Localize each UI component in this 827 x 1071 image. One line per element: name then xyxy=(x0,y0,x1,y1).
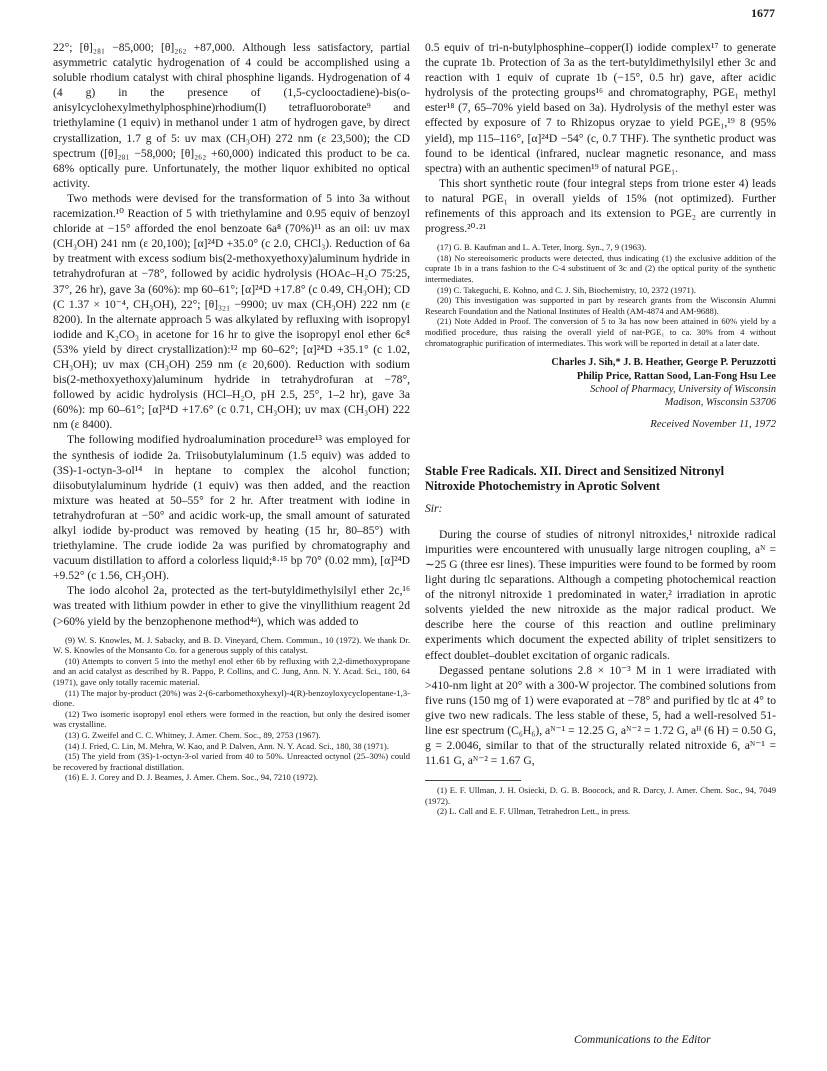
footnote-divider xyxy=(425,780,521,781)
footnote: (1) E. F. Ullman, J. H. Osiecki, D. G. B. Boocock, and R. Darcy, J. Amer. Chem. Soc., 94, 7049 (1972). xyxy=(425,785,776,806)
footnote: (10) Attempts to convert 5 into the methyl enol ether 6b by refluxing with 2,2-dimethoxypropane and an acid catalyst as described by R. Pappo, P. Collins, and C. Jung, Ann. N. Y. Acad. Sci., 180, 64 (1971), gave only totally racemic material. xyxy=(53,655,410,688)
salutation: Sir: xyxy=(425,501,443,515)
body-paragraph: Degassed pentane solutions 2.8 × 10⁻³ M in 1 were irradiated with >410-nm light at 20° with a 300-W projector. The combined solutions from five runs (150 mg of 1) were evaporated at −78° and purified by tlc at 4° to give two new radicals. The less stable of these, 5, had a well-resolved 51-line esr spectrum (C₆H₆), aᴺ⁻¹ = 12.25 G, aᴺ⁻² = 1.72 G, aᴴ (6 H) = 0.50 G, g = 2.0046, similar to that of the structurally related nitroxide 6, aᴺ⁻¹ = 11.61 G, aᴺ⁻² = 1.67 G, xyxy=(425,663,776,768)
footnote: (11) The major by-product (20%) was 2-(6-carbomethoxyhexyl)-4(R)-benzoyloxycyclopentane-1,3-dione. xyxy=(53,687,410,709)
footnote: (12) Two isomeric isopropyl enol ethers were formed in the reaction, but only the desired isomer was crystalline. xyxy=(53,708,410,730)
footnote: (18) No stereoisomeric products were detected, thus indicating (1) the exclusive addition of the cuprate 1b in a trans fashion to the C-4 substituent of 3c and (2) the optical purity of the synthetic intermediates. xyxy=(425,252,776,284)
author-block xyxy=(425,356,776,410)
affiliation-line: School of Pharmacy, University of Wisconsin xyxy=(590,383,776,395)
body-paragraph: During the course of studies of nitronyl nitroxides,¹ nitroxide radical impurities were encountered with unusually large nitrogen coupling, aᴺ = ∼25 G (three esr lines). These impurities were found to be formed by room light during tlc separations. Although a competing photochemical reaction of the nitronyl nitroxide 1 predominated in water,² irradiation in aprotic solvents yielded the new nitroxide as the major radical product. We describe here the course of this reaction and outline preliminary experiments which document the expected ability of triplet sensitizers to effect doublet–doublet excitation of organic radicals. xyxy=(425,527,776,662)
body-paragraph: This short synthetic route (four integral steps from trione ester 4) leads to natural PGE₁ in overall yields of 15% (not optimized). Further refinements of this approach and its extension to PGE₂ are currently in progress.²⁰·²¹ xyxy=(425,176,776,236)
body-paragraph: The iodo alcohol 2a, protected as the tert-butyldimethylsilyl ether 2c,¹⁶ was treated with lithium powder in ether to give the vinyllithium reagent 2d (>60% yield by the benzophenone method⁴ᵃ), which was added to xyxy=(53,584,410,628)
body-paragraph: 0.5 equiv of tri-n-butylphosphine–copper(I) iodide complex¹⁷ to generate the cuprate 1b. Protection of 3a as the tert-butyldimethylsilyl ether 3c and reaction with 1 equiv of cuprate 1b (−15°, 0.5 hr) gave, after acidic hydrolysis of the protecting groups¹⁶ and chromatography, PGE₁ methyl ester¹⁸ (7, 65–70% yield based on 3a). Hydrolysis of the methyl ester was effected by exposure of 7 to Rhizopus oryzae to yield PGE₁,¹⁹ 8 (95% yield), mp 115–116°, [α]²⁴D −54° (c, 0.7 THF). The synthetic product was found to be identical (infrared, nuclear magnetic resonance, and mass spectra) with an authentic specimen¹⁹ of natural PGE₁. xyxy=(425,41,776,175)
footnotes xyxy=(425,242,776,348)
authors-line: Charles J. Sih,* J. B. Heather, George P. Peruzzotti xyxy=(551,357,776,369)
right-column xyxy=(425,40,776,817)
footnote: (13) G. Zweifel and C. C. Whitney, J. Amer. Chem. Soc., 89, 2753 (1967). xyxy=(65,730,321,740)
page-number: 1677 xyxy=(751,6,775,20)
received-date: Received November 11, 1972 xyxy=(650,417,776,430)
footnote: (17) G. B. Kaufman and L. A. Teter, Inorg. Syn., 7, 9 (1963). xyxy=(437,242,647,253)
footnote: (21) Note Added in Proof. The conversion of 5 to 3a has now been attained in 60% yield by a modified procedure, thus raising the overall yield of nat-PGE₁ to ca. 30% from 4 without chromatographic purification of intermediates. This work will be reported in detail at a later date. xyxy=(425,316,776,348)
journal-section-footer: Communications to the Editor xyxy=(574,1034,711,1046)
footnotes xyxy=(53,635,410,783)
footnote: (14) J. Fried, C. Lin, M. Mehra, W. Kao, and P. Dalven, Ann. N. Y. Acad. Sci., 180, 38 (1971). xyxy=(65,740,389,751)
footnote: (9) W. S. Knowles, M. J. Sabacky, and B. D. Vineyard, Chem. Commun., 10 (1972). We thank Dr. W. S. Knowles of the Monsanto Co. for a generous supply of this catalyst. xyxy=(53,634,410,656)
footnote: (19) C. Takeguchi, E. Kohno, and C. J. Sih, Biochemistry, 10, 2372 (1971). xyxy=(437,284,696,295)
body-paragraph: Two methods were devised for the transformation of 5 into 3a without racemization.¹⁰ Reaction of 5 with triethylamine and 0.95 equiv of benzoyl chloride at −15° afforded the enol benzoate 6a⁸ (70%)¹¹ as an oil: uv max (CH₃OH) 241 nm (ε 20,100); [α]²⁴D +35.0° (c 2.0, CHCl₃). Reduction of 6a by treatment with excess sodium bis(2-methoxyethoxy)aluminum hydride in tetrahydrofuran at −78°, followed by acidic hydrolysis (HOAc–H₂O 75:25, 37°, 26 hr), gave 3a (60%): mp 60–61°; [α]²⁴D +17.8° (c 0.49, CH₃OH); CD (C 1.37 × 10⁻⁴, CH₃OH), 22°; [θ]₃₂₁ −9900; uv max (CH₃OH) 222 nm (ε 8200). In the alternate approach 5 was alkylated by refluxing with isopropyl iodide and K₂CO₃ in acetone for 16 hr to give the isopropyl enol ether 6c⁸ (53% yield by direct crystallization):¹² mp 60–62°; [α]²⁴D +35.1° (c 1.02, CH₃OH); uv max (CH₃OH) 259 nm (ε 20,600). Reduction with sodium bis(2-methoxyethoxy)aluminum hydride in tetrahydrofuran at −78°, followed by acidic hydrolysis (HCl–H₂O, pH 2.5, 25°, 1–2 hr), gave 3a (60%): mp 60–61°; [α]²⁴D +17.6° (c 0.71, CH₃OH); uv max (CH₃OH) 222 nm (ε 8400). xyxy=(53,191,410,432)
affiliation-line: Madison, Wisconsin 53706 xyxy=(664,397,776,409)
body-paragraph: The following modified hydroalumination procedure¹³ was employed for the synthesis of iodide 2a. Triisobutylaluminum (1.5 equiv) was added to (3S)-1-octyn-3-ol¹⁴ in heptane to complex the alcohol function; diisobutylaluminum hydride (1 equiv) was then added, and the reaction mixture was heated at 50–55° for 2 hr. After treatment with iodine in tetrahydrofuran at −50° and acidic work-up, the small amount of saturated alkyl iodide by-product was removed by heating (15 hr, 80–85°) with triethylamine. The crude iodide 2a was purified by chromatography and vacuum distillation to afford a colorless liquid;⁸·¹⁵ bp 70° (0.02 mm), [α]²⁴D +9.52° (c 1.56, CH₃OH). xyxy=(53,433,410,583)
body-paragraph: 22°; [θ]₂₈₁ −85,000; [θ]₂₆₂ +87,000. Although less satisfactory, partial asymmetric catalytic hydrogenation of 4 could be accomplished using a soluble rhodium catalyst with chiral phosphine ligands. Hydrogenation of 4 (4 g) in the presence of (1,5-cyclooctadiene)-bis(o-anisylcyclohexylmethylphosphine)rhodium(I) tetrafluoroborate⁹ and triethylamine (1 equiv) in methanol under 1 atm of hydrogen gave, by direct crystallization, 1.7 g of 5: uv max (CH₃OH) 272 nm (ε 23,500); the CD spectrum ([θ]₂₈₁ −58,000; [θ]₂₆₂ +60,000) indicated this product to be ca. 68% optically pure. Unfortunately, the mother liquor exhibited no optical activity. xyxy=(53,41,410,190)
left-column xyxy=(53,40,410,783)
footnote: (2) L. Call and E. F. Ullman, Tetrahedron Lett., in press. xyxy=(437,806,631,817)
authors-line: Philip Price, Rattan Sood, Lan-Fong Hsu Lee xyxy=(576,370,776,382)
article-title: Stable Free Radicals. XII. Direct and Sensitized Nitronyl Nitroxide Photochemistry in Aprotic Solvent xyxy=(425,463,725,493)
footnote: (16) E. J. Corey and D. J. Beames, J. Amer. Chem. Soc., 94, 7210 (1972). xyxy=(65,772,319,783)
footnote: (20) This investigation was supported in part by research grants from the Wisconsin Alumni Research Foundation and the National Institutes of Health (AM-4874 and AM-9688). xyxy=(425,295,776,316)
footnote: (15) The yield from (3S)-1-octyn-3-ol varied from 40 to 50%. Unreacted octynol (25–30%) could be recovered by fractional distillation. xyxy=(53,751,410,772)
